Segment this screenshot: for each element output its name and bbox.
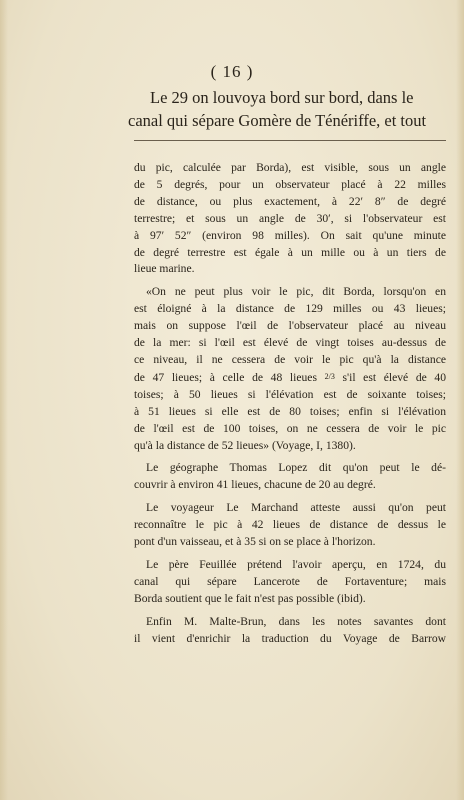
text-line: de 5 degrés, pour un observateur placé à 22 milles <box>134 177 446 191</box>
text-line: il vient d'enrichir la traduction du Voyage de Barrow <box>134 631 446 645</box>
top-line-2: canal qui sépare Gomère de Ténériffe, et tout <box>128 111 427 130</box>
text-line: est éloigné à la distance de 129 milles ou 43 lieues; <box>134 302 446 316</box>
top-line-1: Le 29 on louvoya bord sur bord, dans le <box>150 88 414 107</box>
fraction: 2/3 <box>324 371 335 381</box>
text-line: mais on suppose l'œil de l'observateur placé au niveau <box>134 319 446 333</box>
text-line: à 51 lieues si elle est de 80 toises; enfin si l'élévation <box>134 404 446 418</box>
text-line: de degré terrestre est égale à un mille ou à un tiers de <box>134 245 446 259</box>
text-line: «On ne peut plus voir le pic, dit Borda, lorsqu'on en <box>146 285 446 299</box>
text-line: couvrir à environ 41 lieues, chacune de 20 au degré. <box>134 478 376 492</box>
paragraph-3 <box>134 460 446 494</box>
page-number: ( 16 ) <box>210 62 254 81</box>
paragraph-2 <box>134 284 446 454</box>
page-edge-right <box>456 0 464 800</box>
text-line: de l'œil est de 100 toises, on ne cessera de voir le pic <box>134 421 446 435</box>
text-line-with-fraction <box>134 369 446 387</box>
text-line: de distance, ou plus exactement, à 22′ 8″ de degré <box>134 194 446 208</box>
running-text-top <box>128 86 450 132</box>
text-line: reconnaître le pic à 42 lieues de distance de dessus le <box>134 518 446 532</box>
text-line: canal qui sépare Lancerote de Fortaventure; mais <box>134 574 446 588</box>
page-edge-left <box>0 0 8 800</box>
text-line: Borda soutient que le fait n'est pas possible (ibid). <box>134 591 366 605</box>
text-line: de la mer: si l'œil est élevé de vingt toises au-dessus de <box>134 336 446 350</box>
text-line: du pic, calculée par Borda), est visible, sous un angle <box>134 161 446 174</box>
paragraph-5 <box>134 557 446 608</box>
footnote-separator <box>134 140 446 141</box>
text-fragment: s'il est élevé de 40 <box>334 370 447 384</box>
text-line: lieue marine. <box>134 262 195 276</box>
text-line: toises; à 50 lieues si l'élévation est de soixante toises; <box>134 387 446 401</box>
paragraph-1 <box>134 160 446 278</box>
text-line: Le géographe Thomas Lopez dit qu'on peut le dé- <box>146 461 446 475</box>
text-line: Enfin M. Malte-Brun, dans les notes savantes dont <box>146 614 446 628</box>
footnote-text <box>134 160 446 653</box>
text-line: à 97′ 52″ (environ 98 milles). On sait qu'une minute <box>134 228 446 242</box>
paragraph-4 <box>134 500 446 551</box>
text-fragment: de 47 lieues; à celle de 48 lieues <box>134 370 325 384</box>
paragraph-6 <box>134 614 446 648</box>
text-line: pont d'un vaisseau, et à 35 si on se place à l'horizon. <box>134 535 376 549</box>
text-line: qu'à la distance de 52 lieues» (Voyage, I, 1380). <box>134 438 356 452</box>
text-line: ce niveau, il ne cessera de voir le pic qu'à la distance <box>134 352 446 366</box>
text-line: Le père Feuillée prétend l'avoir aperçu, en 1724, du <box>146 557 446 571</box>
text-line: terrestre; et sous un angle de 30′, si l'observateur est <box>134 211 446 225</box>
text-line: Le voyageur Le Marchand atteste aussi qu'on peut <box>146 501 446 515</box>
